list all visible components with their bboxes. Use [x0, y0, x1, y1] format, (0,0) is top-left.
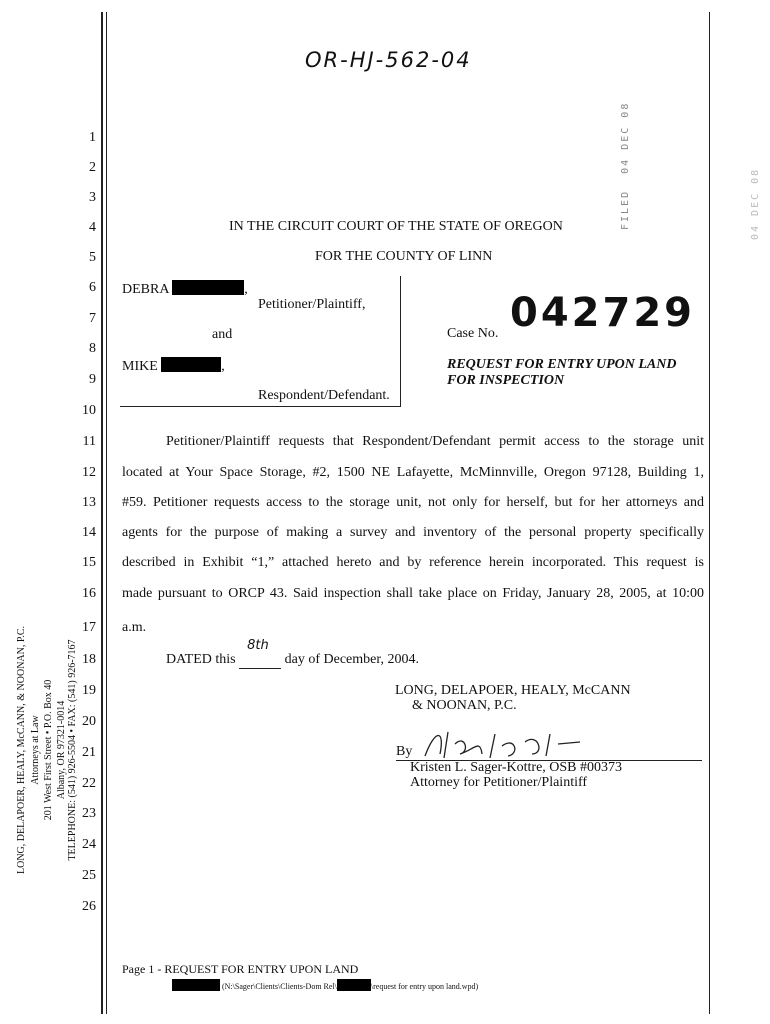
sidebar-phone: TELEPHONE: (541) 926-5504 • FAX: (541) 926-7167 — [67, 639, 78, 861]
document-title-1: REQUEST FOR ENTRY UPON LAND — [447, 357, 677, 372]
line-number: 25 — [82, 868, 96, 883]
petitioner-name: DEBRA , — [122, 282, 248, 297]
line-number: 21 — [82, 745, 96, 760]
line-number: 17 — [82, 620, 96, 635]
body-line-2: located at Your Space Storage, #2, 1500 NE Lafayette, McMinnville, Oregon 97128, Building 1, — [122, 465, 704, 480]
signature-scribble — [420, 724, 590, 764]
sidebar-address: 201 West First Street • P.O. Box 40 — [43, 679, 54, 821]
line-number: 18 — [82, 652, 96, 667]
body-line-6: made pursuant to ORCP 43. Said inspection shall take place on Friday, January 28, 2005, at 10:00 — [122, 586, 704, 601]
line-number: 4 — [89, 220, 96, 235]
petitioner-role: Petitioner/Plaintiff, — [258, 297, 366, 312]
case-number: 042729 — [510, 290, 695, 336]
footer-path: (N:\Sager\Clients\Clients-Dom Rel\ \request for entry upon land.wpd) — [172, 979, 478, 991]
line-number: 1 — [89, 130, 96, 145]
caption-and: and — [212, 327, 233, 342]
line-number: 8 — [89, 341, 96, 356]
line-number: 14 — [82, 525, 96, 540]
dated-day-handwritten: 8th — [247, 638, 269, 653]
sidebar-city: Albany, OR 97321-0014 — [56, 700, 67, 800]
court-county: FOR THE COUNTY OF LINN — [315, 249, 493, 264]
line-number: 12 — [82, 465, 96, 480]
body-line-4: agents for the purpose of making a survey and inventory of the personal property specifically — [122, 525, 704, 540]
redaction — [161, 357, 221, 372]
right-margin-rule — [709, 12, 710, 1014]
court-title: IN THE CIRCUIT COURT OF THE STATE OF OREGON — [229, 219, 563, 234]
line-number: 26 — [82, 899, 96, 914]
left-margin-rule-inner — [106, 12, 107, 1014]
line-number: 9 — [89, 372, 96, 387]
redaction — [172, 280, 244, 295]
body-line-7: a.m. — [122, 620, 147, 635]
dated-day-blank — [239, 638, 281, 669]
line-number: 24 — [82, 837, 96, 852]
line-number: 22 — [82, 776, 96, 791]
handwritten-case-header: OR-HJ-562-04 — [305, 48, 472, 72]
sidebar-firm-name: LONG, DELAPOER, HEALY, McCANN, & NOONAN, P.C. — [16, 626, 27, 874]
respondent-name: MIKE , — [122, 359, 225, 374]
firm-name-2: & NOONAN, P.C. — [412, 698, 517, 713]
line-number: 10 — [82, 403, 96, 418]
redaction — [172, 979, 220, 991]
sidebar-attorneys: Attorneys at Law — [30, 715, 41, 785]
line-number: 11 — [82, 434, 96, 449]
line-number: 19 — [82, 683, 96, 698]
line-number: 6 — [89, 280, 96, 295]
document-title-2: FOR INSPECTION — [447, 373, 565, 388]
line-number: 7 — [89, 311, 96, 326]
line-number: 5 — [89, 250, 96, 265]
line-number: 16 — [82, 586, 96, 601]
filing-stamp: FILED 04 DEC 08 — [620, 101, 631, 230]
line-number: 23 — [82, 806, 96, 821]
body-line-3: #59. Petitioner requests access to the storage unit, not only for herself, but for her attorneys and — [122, 495, 704, 510]
line-number: 13 — [82, 495, 96, 510]
footer-page-label: Page 1 - REQUEST FOR ENTRY UPON LAND — [122, 962, 359, 976]
case-label: Case No. — [447, 326, 499, 341]
signer-name: Kristen L. Sager-Kottre, OSB #00373 — [410, 760, 623, 775]
line-number: 15 — [82, 555, 96, 570]
left-margin-rule-outer — [101, 12, 103, 1014]
line-number: 3 — [89, 190, 96, 205]
signature-line: By — [396, 744, 702, 761]
respondent-role: Respondent/Defendant. — [258, 388, 390, 403]
body-line-5: described in Exhibit “1,” attached hereto and by reference herein incorporated. This request is — [122, 555, 704, 570]
body-line-1: Petitioner/Plaintiff requests that Respondent/Defendant permit access to the storage unit — [166, 434, 704, 449]
line-number: 2 — [89, 160, 96, 175]
dated-line: DATED this 8th day of December, 2004. — [166, 638, 419, 667]
line-number: 20 — [82, 714, 96, 729]
signer-role: Attorney for Petitioner/Plaintiff — [410, 775, 588, 790]
redaction — [337, 979, 371, 991]
firm-name-1: LONG, DELAPOER, HEALY, McCANN — [395, 683, 631, 698]
filing-stamp-margin: 04 DEC 08 — [750, 167, 761, 240]
